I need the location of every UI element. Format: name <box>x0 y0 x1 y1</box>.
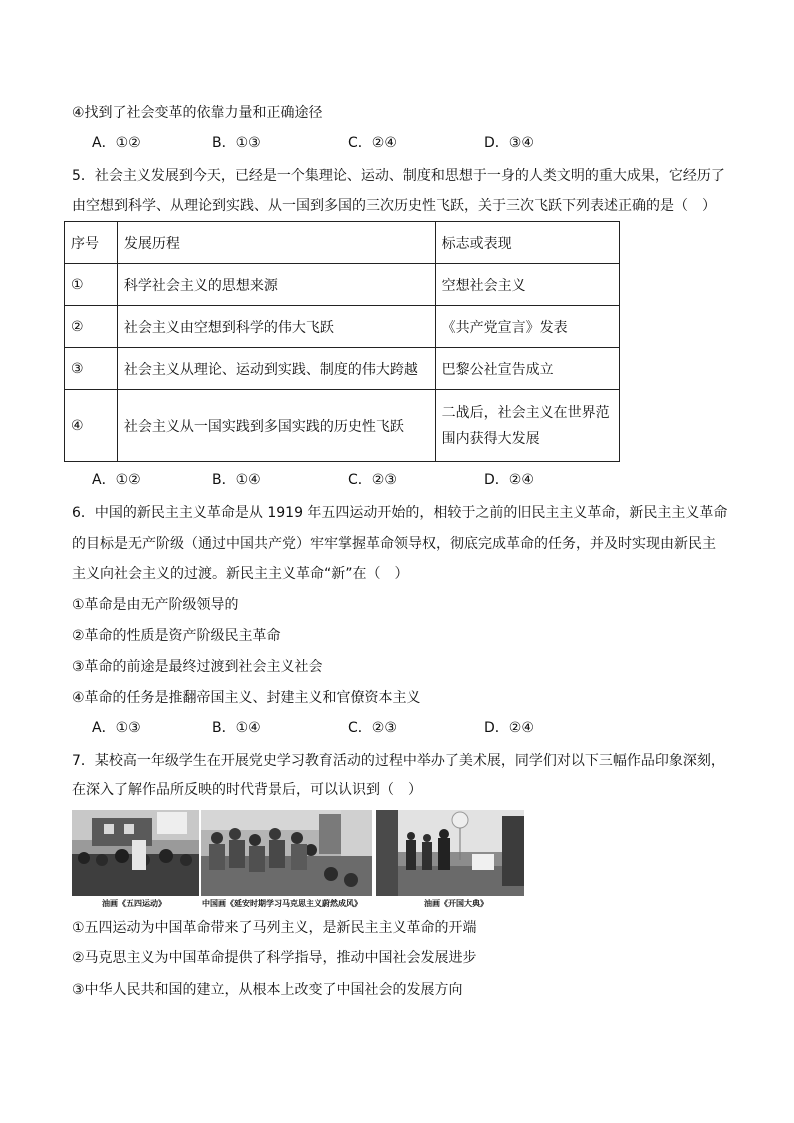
q6-stem-line-2: 的目标是无产阶级（通过中国共产党）牢牢掌握革命领导权，彻底完成革命的任务，并及时实现由新民主 <box>72 536 716 552</box>
row-process: 社会主义从一国实践到多国实践的历史性飞跃 <box>117 390 435 462</box>
q5-stem-line-1: 5．社会主义发展到今天，已经是一个集理论、运动、制度和思想于一身的人类文明的重大成果，它经历了 <box>72 168 725 184</box>
row-index: ④ <box>65 390 118 462</box>
q4-item-4: ④找到了社会变革的依靠力量和正确途径 <box>72 105 323 121</box>
q7-item-1: ①五四运动为中国革命带来了马列主义，是新民主主义革命的开端 <box>72 920 477 936</box>
caption-founding: 油画《开国大典》 <box>424 899 488 908</box>
row-process: 社会主义从理论、运动到实践、制度的伟大跨越 <box>117 348 435 390</box>
q6-item-2: ②革命的性质是资产阶级民主革命 <box>72 628 281 644</box>
q5-option-d[interactable]: D．②④ <box>484 472 534 488</box>
q6-item-3: ③革命的前途是最终过渡到社会主义社会 <box>72 659 323 675</box>
q6-options <box>92 718 534 738</box>
row-sign: 巴黎公社宣告成立 <box>435 348 619 390</box>
row-index: ③ <box>65 348 118 390</box>
q6-stem-line-3: 主义向社会主义的过渡。新民主主义革命“新”在（ ） <box>72 566 409 582</box>
row-sign <box>435 390 619 462</box>
row-index: ② <box>65 306 118 348</box>
q4-option-d[interactable]: D．③④ <box>484 135 534 151</box>
q4-option-a[interactable]: A．①② <box>92 135 141 151</box>
row-sign: 空想社会主义 <box>435 264 619 306</box>
row-process: 科学社会主义的思想来源 <box>117 264 435 306</box>
q5-option-a[interactable]: A．①② <box>92 472 141 488</box>
q6-item-4: ④革命的任务是推翻帝国主义、封建主义和官僚资本主义 <box>72 690 421 706</box>
q7-stem-line-1: 7．某校高一年级学生在开展党史学习教育活动的过程中举办了美术展，同学们对以下三幅作品印象深刻， <box>72 753 725 769</box>
artwork-images <box>72 810 524 914</box>
table-row <box>65 390 620 462</box>
yanan-painting <box>201 810 372 896</box>
q5-options <box>92 470 534 490</box>
caption-yanan: 中国画《延安时期学习马克思主义蔚然成风》 <box>202 899 362 908</box>
row-sign-line-1: 二战后，社会主义在世界范 <box>441 404 610 421</box>
q6-item-1: ①革命是由无产阶级领导的 <box>72 597 239 613</box>
q4-options <box>92 133 534 153</box>
founding-ceremony-painting <box>376 810 524 896</box>
caption-may-fourth: 油画《五四运动》 <box>102 899 166 908</box>
q5-option-c[interactable]: C．②③ <box>348 472 397 488</box>
q6-option-a[interactable]: A．①③ <box>92 720 141 736</box>
header-process: 发展历程 <box>117 222 435 264</box>
row-process: 社会主义由空想到科学的伟大飞跃 <box>117 306 435 348</box>
q5-option-b[interactable]: B．①④ <box>212 472 261 488</box>
q5-stem-line-2: 由空想到科学、从理论到实践、从一国到多国的三次历史性飞跃，关于三次飞跃下列表述正确的是（ ） <box>72 198 716 214</box>
q4-option-b[interactable]: B．①③ <box>212 135 261 151</box>
table-header-row <box>65 222 620 264</box>
q6-option-b[interactable]: B．①④ <box>212 720 261 736</box>
header-sign: 标志或表现 <box>435 222 619 264</box>
q6-stem-line-1: 6．中国的新民主主义革命是从 1919 年五四运动开始的，相较于之前的旧民主主义革命，新民主主义革命 <box>72 505 728 521</box>
q6-option-d[interactable]: D．②④ <box>484 720 534 736</box>
table-row <box>65 348 620 390</box>
row-sign-line-2: 围内获得大发展 <box>441 430 540 447</box>
q7-item-2: ②马克思主义为中国革命提供了科学指导，推动中国社会发展进步 <box>72 950 477 966</box>
table-row <box>65 264 620 306</box>
row-sign: 《共产党宣言》发表 <box>435 306 619 348</box>
table-row <box>65 306 620 348</box>
q5-table <box>64 221 620 462</box>
q7-stem-line-2: 在深入了解作品所反映的时代背景后，可以认识到（ ） <box>72 782 422 798</box>
q7-item-3: ③中华人民共和国的建立，从根本上改变了中国社会的发展方向 <box>72 982 463 998</box>
may-fourth-painting <box>72 810 199 896</box>
header-index: 序号 <box>65 222 118 264</box>
q4-option-c[interactable]: C．②④ <box>348 135 397 151</box>
row-index: ① <box>65 264 118 306</box>
q6-option-c[interactable]: C．②③ <box>348 720 397 736</box>
